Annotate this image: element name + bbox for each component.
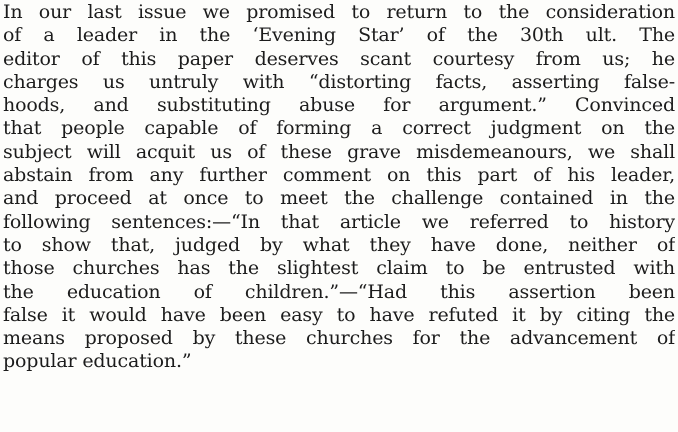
article-line: to show that, judged by what they have done, neither of [3,233,675,256]
article-line: those churches has the slightest claim to be entrusted with [3,257,675,280]
article-line: that people capable of forming a correct judgment on the [3,117,675,140]
article-line: the education of children.”—“Had this assertion been [3,280,675,303]
article-line: subject will acquit us of these grave misdemeanours, we shall [3,140,675,163]
article-line: abstain from any further comment on this part of his leader, [3,164,675,187]
article-line: popular education.” [3,350,192,373]
article-paragraph [3,1,675,374]
article-line: charges us untruly with “distorting facts, asserting false- [3,70,675,93]
article-line: hoods, and substituting abuse for argument.” Convinced [3,94,675,117]
article-line: In our last issue we promised to return to the consideration [3,1,675,23]
article-line: editor of this paper deserves scant courtesy from us; he [3,47,675,70]
article-line: of a leader in the ‘Evening Star’ of the 30th ult. The [3,24,675,47]
article-line: means proposed by these churches for the advancement of [3,327,675,350]
article-line: false it would have been easy to have refuted it by citing the [3,303,675,326]
article-line: following sentences:—“In that article we referred to history [3,210,675,233]
article-line: and proceed at once to meet the challenge contained in the [3,187,675,210]
